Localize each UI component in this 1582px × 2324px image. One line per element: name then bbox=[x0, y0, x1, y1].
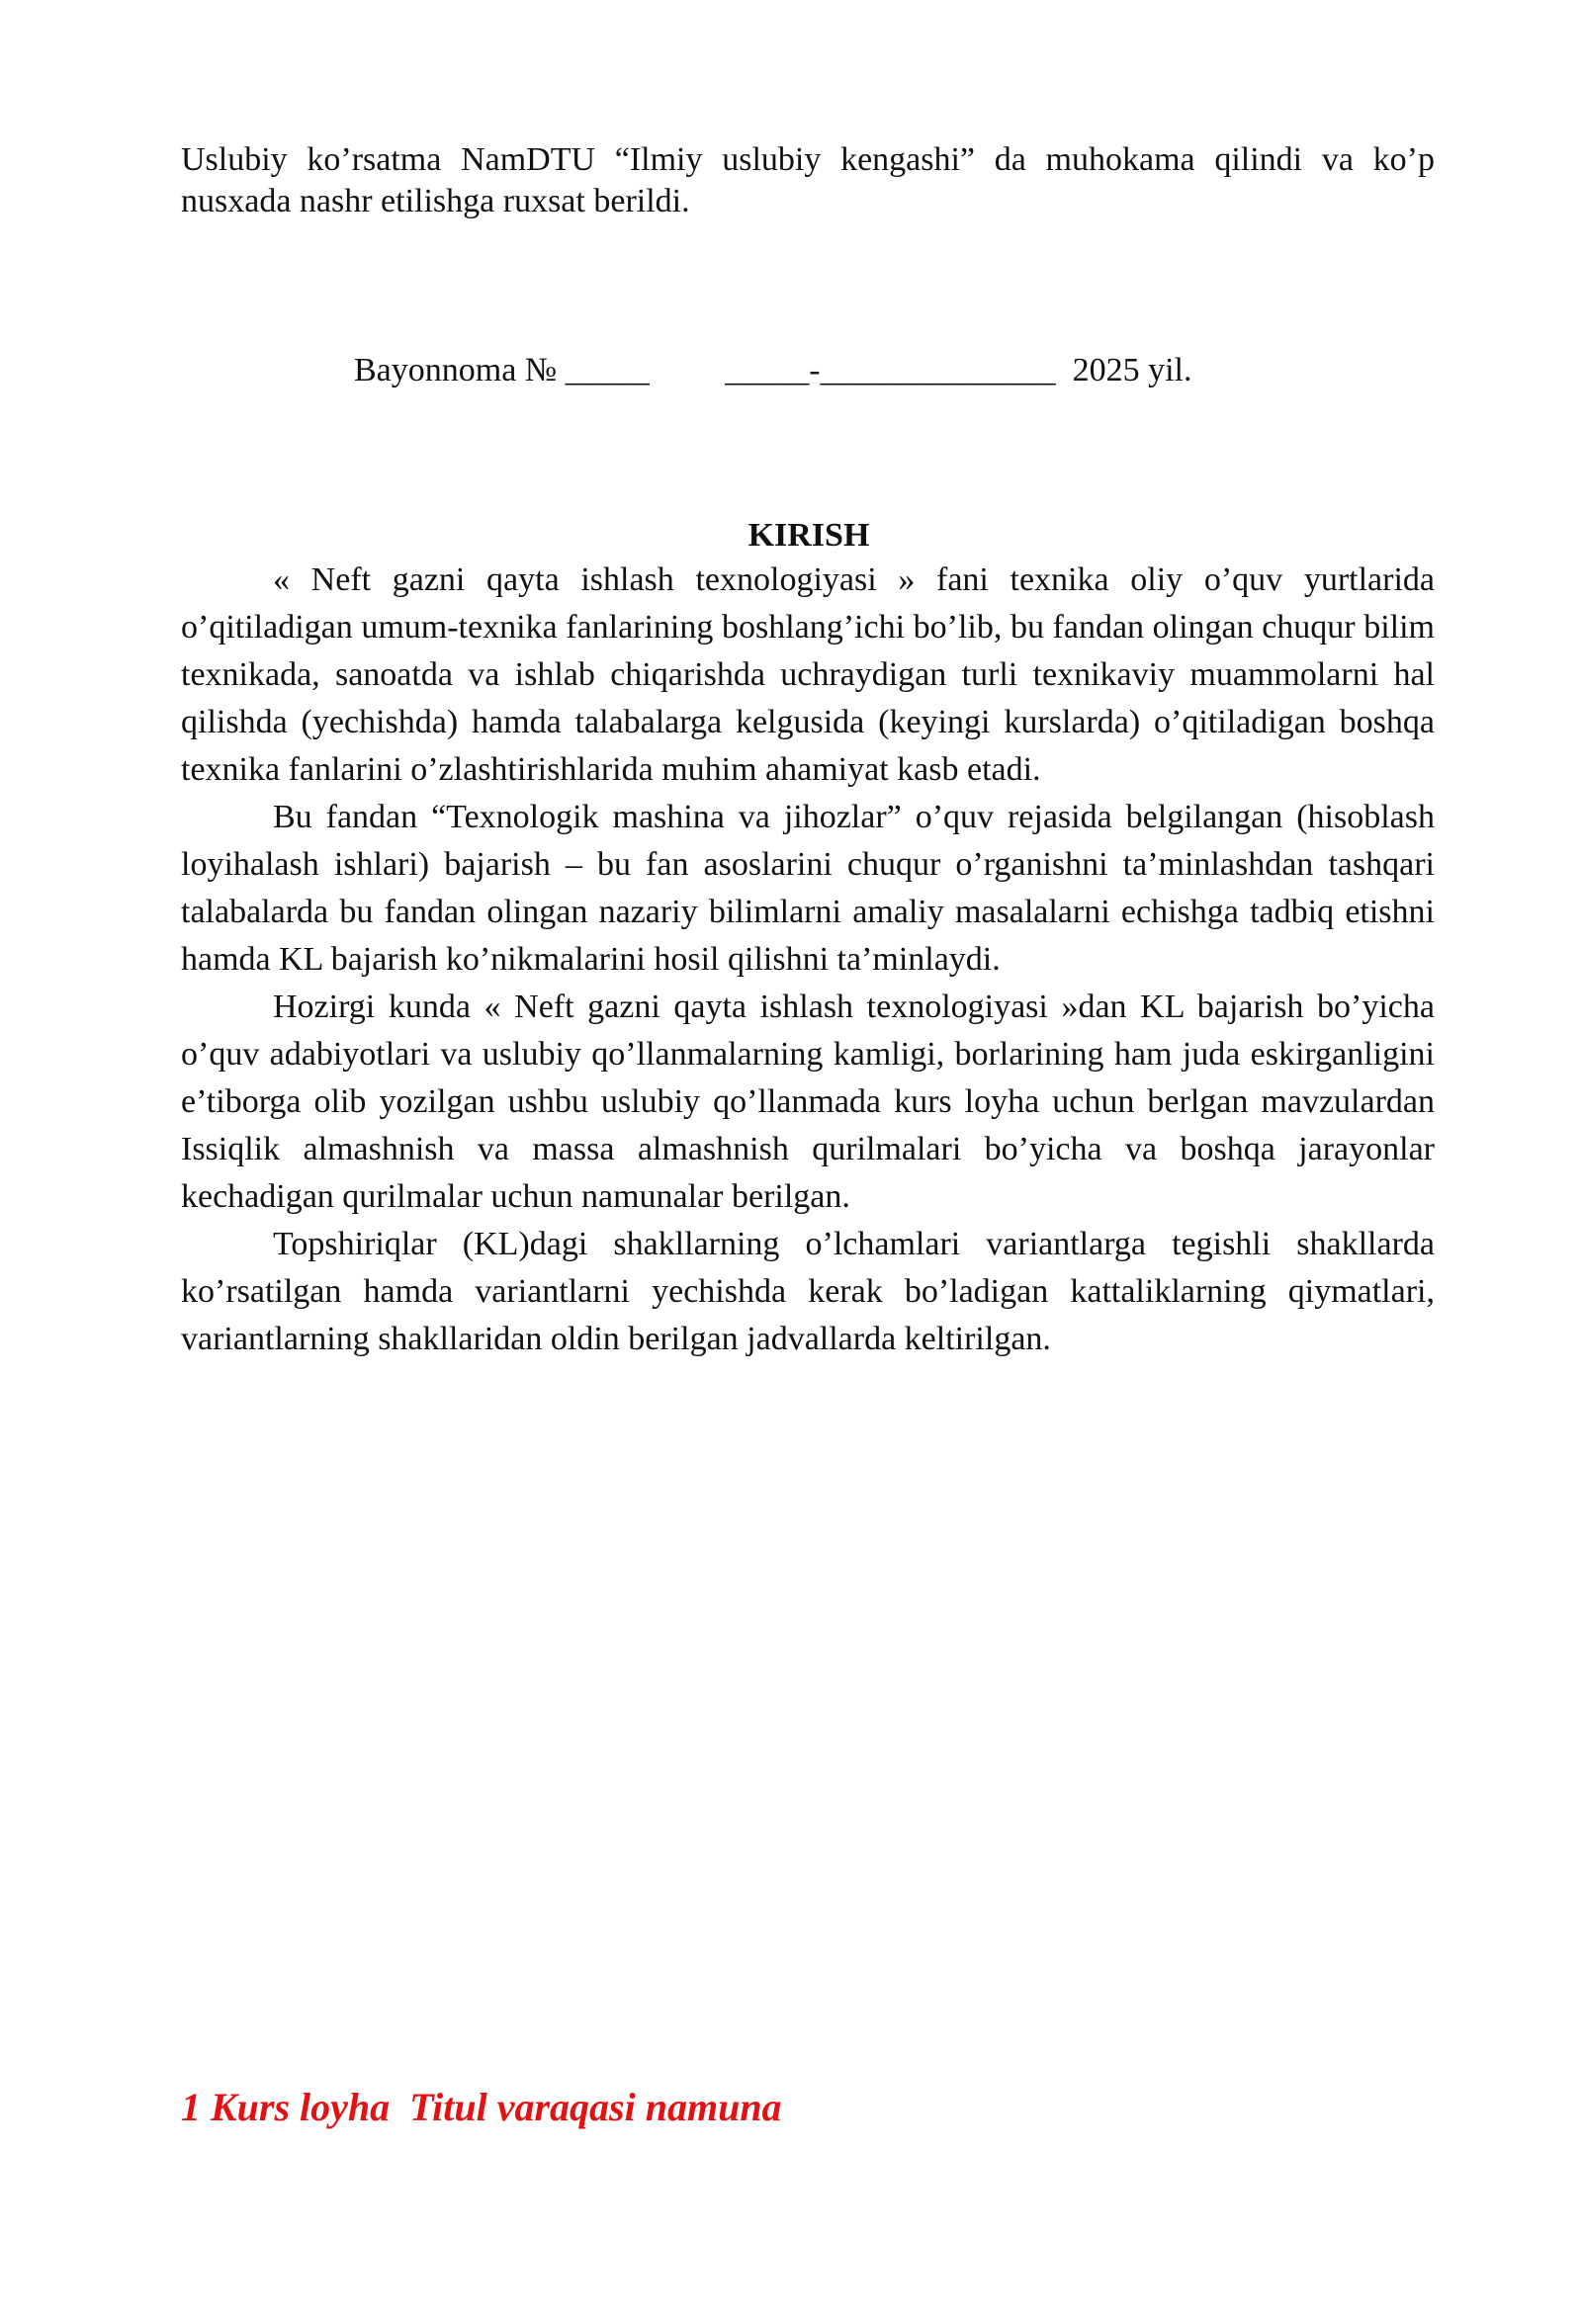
introduction-body bbox=[181, 557, 1435, 1363]
protocol-line: Bayonnoma № _____ _____-______________ 2025 yil. bbox=[354, 352, 1192, 388]
paragraph-3: Hozirgi kunda « Neft gazni qayta ishlash texnologiyasi »dan KL bajarish bo’yicha o’quv adabiyotlari va uslubiy qo’llanmalarning kamligi, borlarining ham juda eskirganligini e’tiborga olib yozilgan ushbu uslubiy qo’llanmada kurs loyha uchun berlgan mavzulardan Issiqlik almashnish va massa almashnish qurilmalari bo’yicha va boshqa jarayonlar kechadigan qurilmalar uchun namunalar berilgan. bbox=[181, 989, 1435, 1215]
section-title: KIRISH bbox=[747, 517, 870, 554]
approval-statement: Uslubiy ko’rsatma NamDTU “Ilmiy uslubiy kengashi” da muhokama qilindi va ko’p nusxada nashr etilishga ruxsat berildi. bbox=[181, 141, 1435, 219]
paragraph-1: « Neft gazni qayta ishlash texnologiyasi » fani texnika oliy o’quv yurtlarida o’qitiladigan umum-texnika fanlarining boshlang’ichi bo’lib, bu fandan olingan chuqur bilim texnikada, sanoatda va ishlab chiqarishda uchraydigan turli texnikaviy muammolarni hal qilishda (yechishda) hamda talabalarga kelgusida (keyingi kurslarda) o’qitiladigan boshqa texnika fanlarini o’zlashtirishlarida muhim ahamiyat kasb etadi. bbox=[181, 561, 1435, 788]
paragraph-2: Bu fandan “Texnologik mashina va jihozlar” o’quv rejasida belgilangan (hisoblash loyihalash ishlari) bajarish – bu fan asoslarini chuqur o’rganishni ta’minlashdan tashqari talabalarda bu fandan olingan nazariy bilimlarni amaliy masalalarni echishga tadbiq etishni hamda KL bajarish ko’nikmalarini hosil qilishni ta’minlaydi. bbox=[181, 799, 1435, 978]
title-page-sample-heading: 1 Kurs loyha Titul varaqasi namuna bbox=[181, 2085, 782, 2129]
paragraph-4: Topshiriqlar (KL)dagi shakllarning o’lchamlari variantlarga tegishli shakllarda ko’rsatilgan hamda variantlarni yechishda kerak bo’ladigan kattaliklarning qiymatlari, variantlarning shakllaridan oldin berilgan jadvallarda keltirilgan. bbox=[181, 1226, 1435, 1357]
